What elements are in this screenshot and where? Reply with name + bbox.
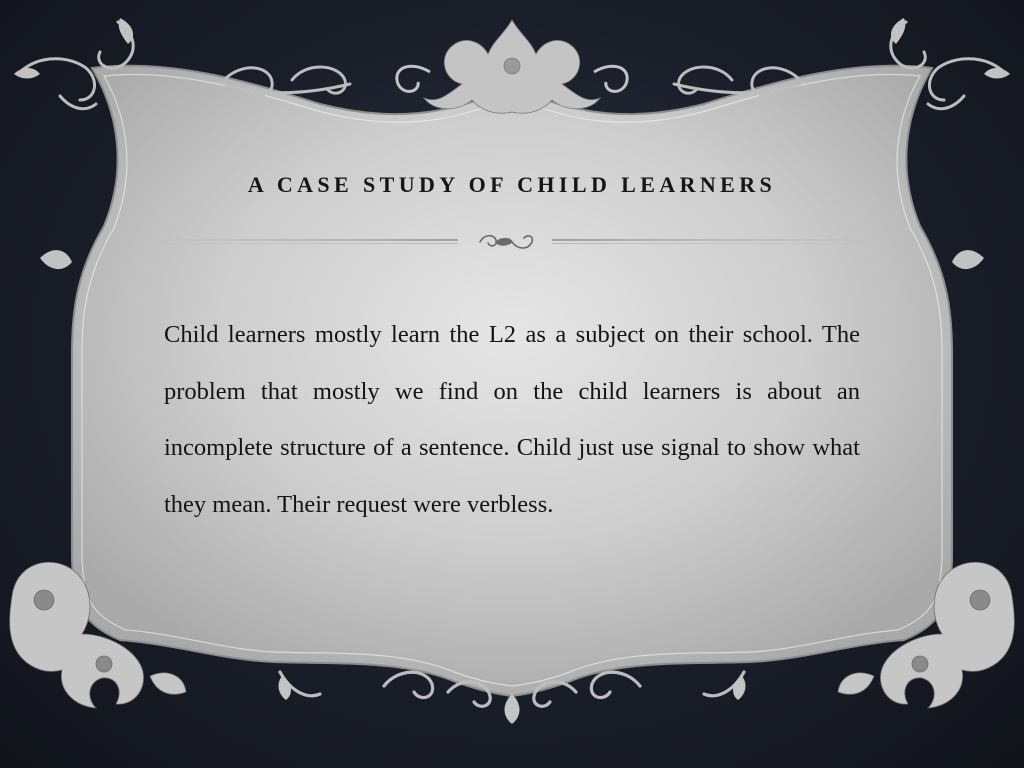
divider-line-left bbox=[150, 239, 458, 241]
divider-line-right bbox=[552, 239, 874, 241]
slide-body-text: Child learners mostly learn the L2 as a subject on their school. The problem that mostly we find on the child learners is about an incomplete structure of a sentence. Child just use signal to show what they mean. Their request were verbless. bbox=[164, 321, 860, 518]
title-divider bbox=[150, 228, 874, 254]
scroll-flourish-icon bbox=[480, 236, 532, 248]
top-crest-ornament bbox=[397, 20, 627, 113]
slide-title: A CASE STUDY OF CHILD LEARNERS bbox=[247, 172, 777, 197]
